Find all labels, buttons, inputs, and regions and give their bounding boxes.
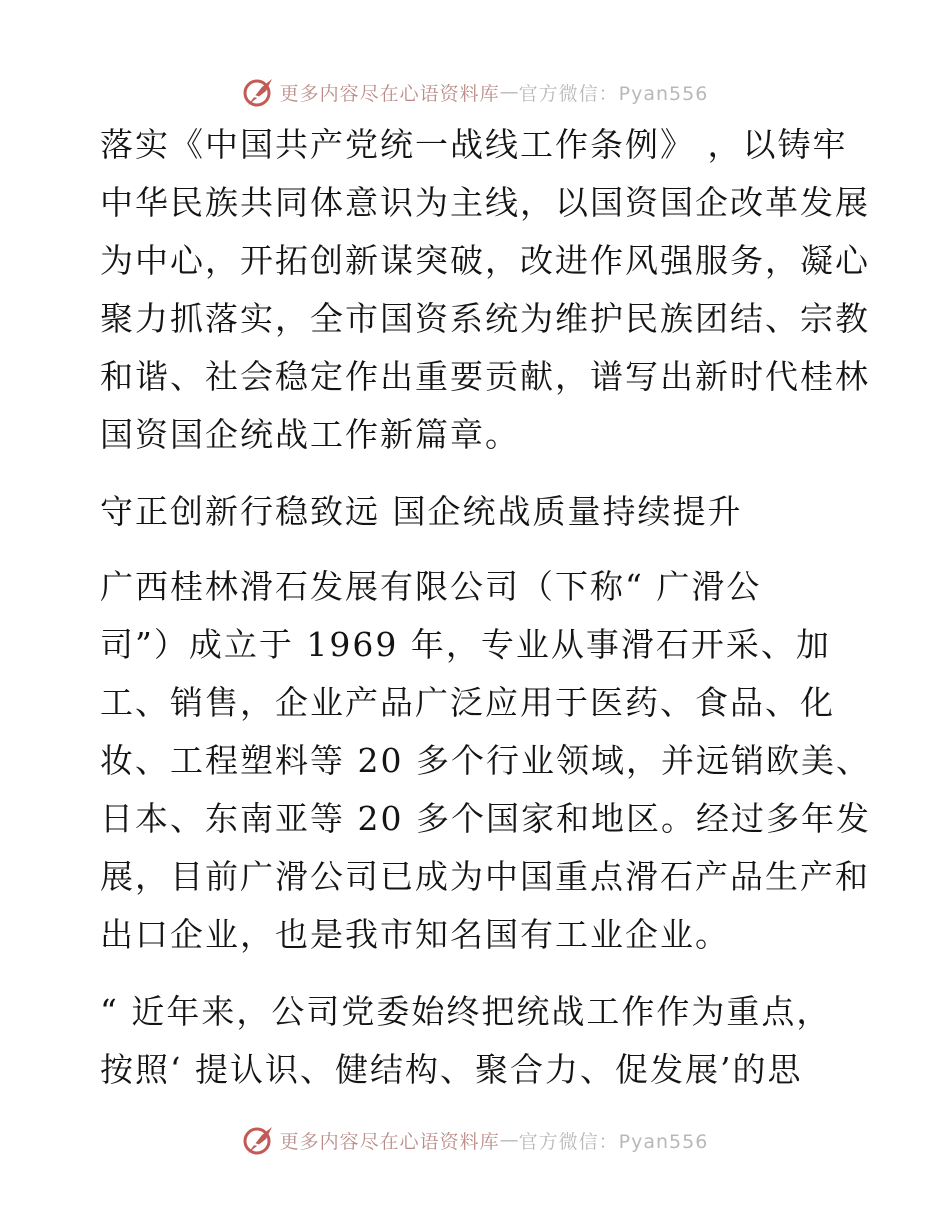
paragraph-3 [100,983,860,1099]
paragraph-line: 妆、工程塑料等 20 多个行业领域，并远销欧美、 [100,741,871,780]
paragraph-line: 落实《中国共产党统一战线工作条例》 ，以铸牢 [100,125,848,164]
paragraph-line: 中华民族共同体意识为主线，以国资国企改革发展 [100,183,870,222]
watermark-site-text: 更多内容尽在心语资料库 [279,1130,500,1153]
watermark-site-text: 更多内容尽在心语资料库 [279,82,500,105]
paragraph-line: 出口企业，也是我市知名国有工业企业。 [100,915,730,954]
paragraph-2 [100,558,871,964]
section-heading [100,483,860,541]
paragraph-line: 为中心，开拓创新谋突破，改进作风强服务，凝心 [100,241,870,280]
paragraph-line: “ 近年来，公司党委始终把统战工作作为重点， [100,992,832,1031]
watermark-dash: — [499,1129,519,1151]
watermark-account-text: 官方微信：Pyan556 [518,82,709,105]
watermark-account-text: 官方微信：Pyan556 [518,1130,709,1153]
paragraph-line: 司”）成立于 1969 年，专业从事滑石开采、加 [100,625,831,664]
section-heading-text: 守正创新行稳致远 国企统战质量持续提升 [100,492,743,531]
footer-watermark [0,1120,950,1160]
paragraph-1 [100,116,870,464]
paragraph-line: 日本、东南亚等 20 多个国家和地区。经过多年发 [100,799,871,838]
paragraph-line: 国资国企统战工作新篇章。 [100,415,520,454]
paragraph-line: 聚力抓落实，全市国资系统为维护民族团结、宗教 [100,299,870,338]
header-watermark [0,72,950,112]
paragraph-line: 和谐、社会稳定作出重要贡献，谱写出新时代桂林 [100,357,870,396]
quill-logo-icon [242,1123,276,1157]
paragraph-line: 展，目前广滑公司已成为中国重点滑石产品生产和 [100,857,870,896]
quill-logo-icon [242,75,276,109]
paragraph-line: 广西桂林滑石发展有限公司（下称“ 广滑公 [100,567,762,606]
watermark-dash: — [499,81,519,103]
paragraph-line: 按照‘ 提认识、健结构、聚合力、促发展’的思 [100,1050,803,1089]
paragraph-line: 工、销售，企业产品广泛应用于医药、食品、化 [100,683,835,722]
